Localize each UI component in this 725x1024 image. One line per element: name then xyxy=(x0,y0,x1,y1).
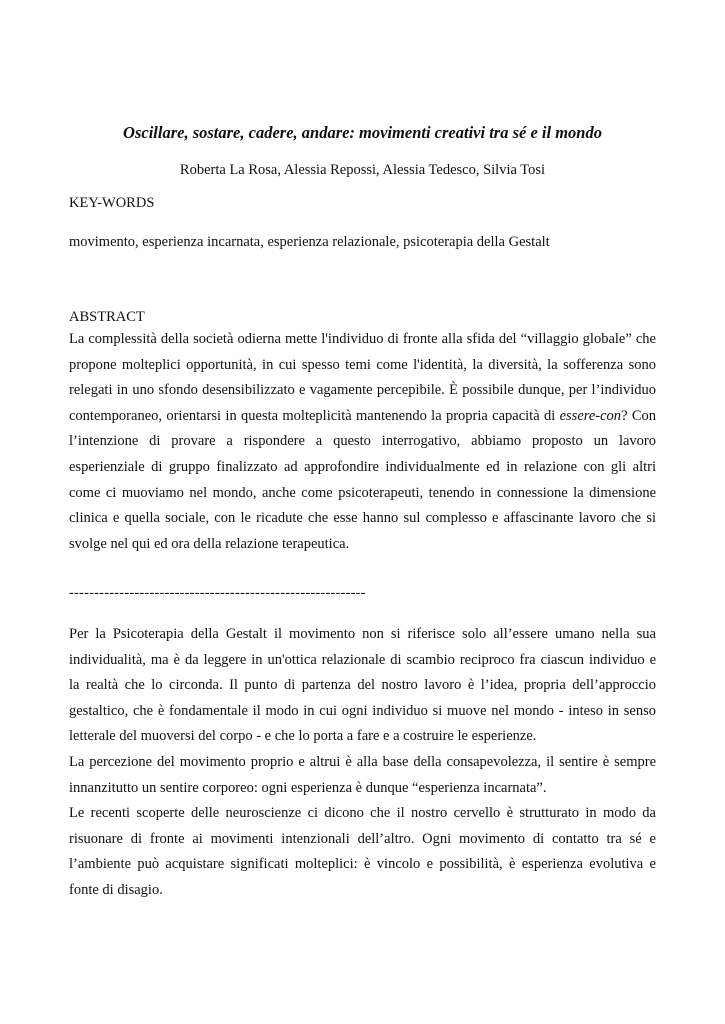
body-line: Le recenti scoperte delle neuroscienze ci dicono che il nostro cervello è strutturato in modo da xyxy=(69,805,656,822)
section-divider: ----------------------------------------------------------- xyxy=(69,585,366,601)
abstract-heading: ABSTRACT xyxy=(69,309,145,325)
body-line: gestaltico, che è fondamentale il modo in cui ogni individuo si muove nel mondo - inteso in senso xyxy=(69,702,656,719)
author-list: Roberta La Rosa, Alessia Repossi, Alessia Tedesco, Silvia Tosi xyxy=(179,162,546,178)
body-line: fonte di disagio. xyxy=(69,881,163,898)
abstract-line: La complessità della società odierna mette l'individuo di fronte alla sfida del “villaggio globale” che xyxy=(69,331,656,347)
body-line: la realtà che lo circonda. Il punto di partenza del nostro lavoro è l’idea, propria dell’approccio xyxy=(69,677,656,694)
document-title: Oscillare, sostare, cadere, andare: movimenti creativi tra sé e il mondo xyxy=(123,123,602,142)
abstract-line: clinica e quella sociale, con le ricadute che esse hanno sul complesso e affascinante lavoro che si xyxy=(69,510,656,527)
abstract-line: l’intenzione di provare a rispondere a questo interrogativo, abbiamo proposto un lavoro xyxy=(69,433,656,450)
body-line: l’ambiente può acquistare significati molteplici: è vincolo e possibilità, è esperienza evolutiva e xyxy=(69,856,656,873)
abstract-line-text: contemporaneo, orientarsi in questa molteplicità mantenendo la propria capacità di xyxy=(69,407,560,424)
abstract-line: relegati in uno sfondo desensibilizzato e vagamente percepibile. È possibile dunque, per l’individuo xyxy=(69,382,656,399)
body-line: innanzitutto un sentire corporeo: ogni esperienza è dunque “esperienza incarnata”. xyxy=(69,779,547,796)
body-line: La percezione del movimento proprio e altrui è alla base della consapevolezza, il sentire è sempre xyxy=(69,753,656,770)
body-paragraph xyxy=(69,622,656,904)
keywords-text: movimento, esperienza incarnata, esperienza relazionale, psicoterapia della Gestalt xyxy=(69,234,550,250)
abstract-paragraph xyxy=(69,327,656,557)
abstract-italic-term: essere-con xyxy=(559,407,622,424)
body-line: Per la Psicoterapia della Gestalt il movimento non si riferisce solo all’essere umano nella sua xyxy=(69,626,656,642)
abstract-line: esperienziale di gruppo finalizzato ad approfondire individualmente ed in relazione con gli altri xyxy=(69,458,656,475)
abstract-line: come ci muoviamo nel mondo, anche come psicoterapeuti, tenendo in connessione la dimensione xyxy=(69,484,656,501)
abstract-line: propone molteplici opportunità, in cui spesso temi come l'identità, la diversità, la sofferenza sono xyxy=(69,356,656,373)
keywords-heading: KEY-WORDS xyxy=(69,195,155,211)
abstract-line xyxy=(69,404,656,430)
body-line: letterale del muoversi del corpo - e che lo porta a fare e a costruire le esperienze. xyxy=(69,728,537,745)
abstract-line-text: ? Con xyxy=(621,407,656,424)
body-line: individualità, ma è da leggere in un'ottica relazionale di scambio reciproco fra ciascun individuo e xyxy=(69,651,656,668)
abstract-line: svolge nel qui ed ora della relazione terapeutica. xyxy=(69,535,350,552)
body-line: risuonare di fronte ai movimenti intenzionali dell’altro. Ogni movimento di contatto tra sé e xyxy=(69,830,656,847)
